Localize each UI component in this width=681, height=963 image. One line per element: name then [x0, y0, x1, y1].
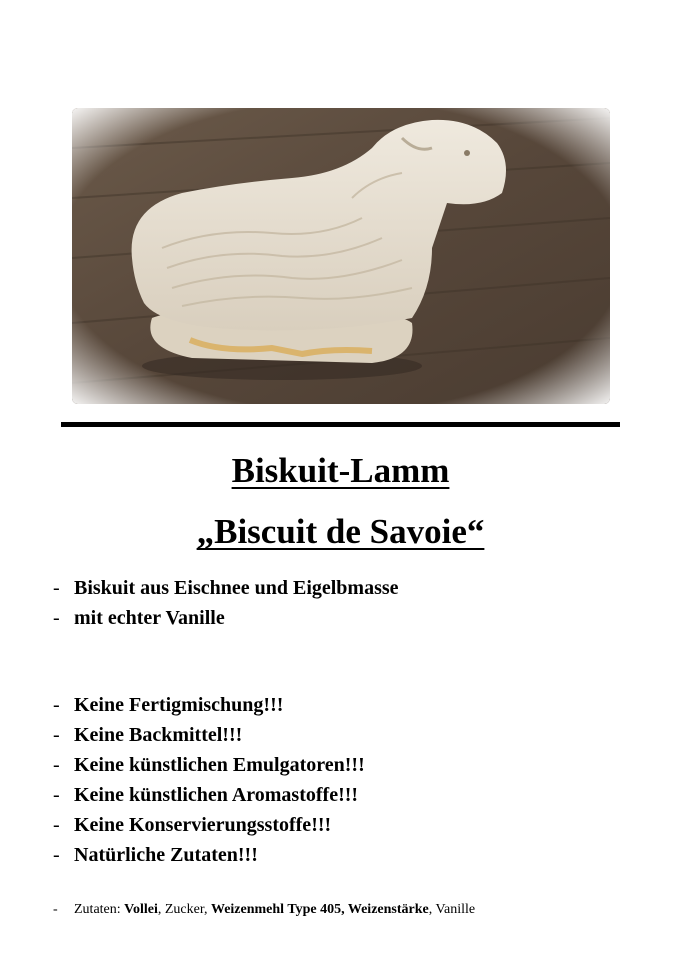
list-item: - Keine Konservierungsstoffe!!!	[53, 810, 365, 840]
ingredients-line	[53, 902, 475, 918]
lamb-cake-illustration	[72, 108, 610, 404]
list-dash: -	[53, 607, 60, 629]
ingredient-bold: Vollei	[124, 902, 158, 917]
ingredient-text: , Vanille	[428, 902, 476, 917]
ingredient-bold: Weizenmehl Type 405, Weizenstärke	[210, 902, 429, 917]
claims-list	[53, 690, 365, 870]
list-dash: -	[53, 754, 60, 776]
list-item: - Keine Fertigmischung!!!	[53, 690, 365, 720]
feature-list	[53, 573, 399, 633]
title-line-2: „Biscuit de Savoie“	[196, 512, 485, 551]
ingredients-label: Zutaten:	[74, 902, 125, 917]
list-item: - Keine künstlichen Aromastoffe!!!	[53, 780, 365, 810]
list-dash: -	[53, 902, 58, 917]
list-item: - Natürliche Zutaten!!!	[53, 840, 365, 870]
list-dash: -	[53, 844, 60, 866]
ingredient-text: , Zucker,	[157, 902, 211, 917]
list-dash: -	[53, 724, 60, 746]
lamb-cake-photo	[72, 108, 610, 404]
title-line-1: Biskuit-Lamm	[231, 451, 450, 490]
list-item: - mit echter Vanille	[53, 603, 399, 633]
list-item: - Biskuit aus Eischnee und Eigelbmasse	[53, 573, 399, 603]
list-dash: -	[53, 814, 60, 836]
list-item: - Keine Backmittel!!!	[53, 720, 365, 750]
list-dash: -	[53, 784, 60, 806]
list-dash: -	[53, 694, 60, 716]
list-dash: -	[53, 577, 60, 599]
horizontal-rule	[61, 422, 620, 427]
list-item: - Keine künstlichen Emulgatoren!!!	[53, 750, 365, 780]
